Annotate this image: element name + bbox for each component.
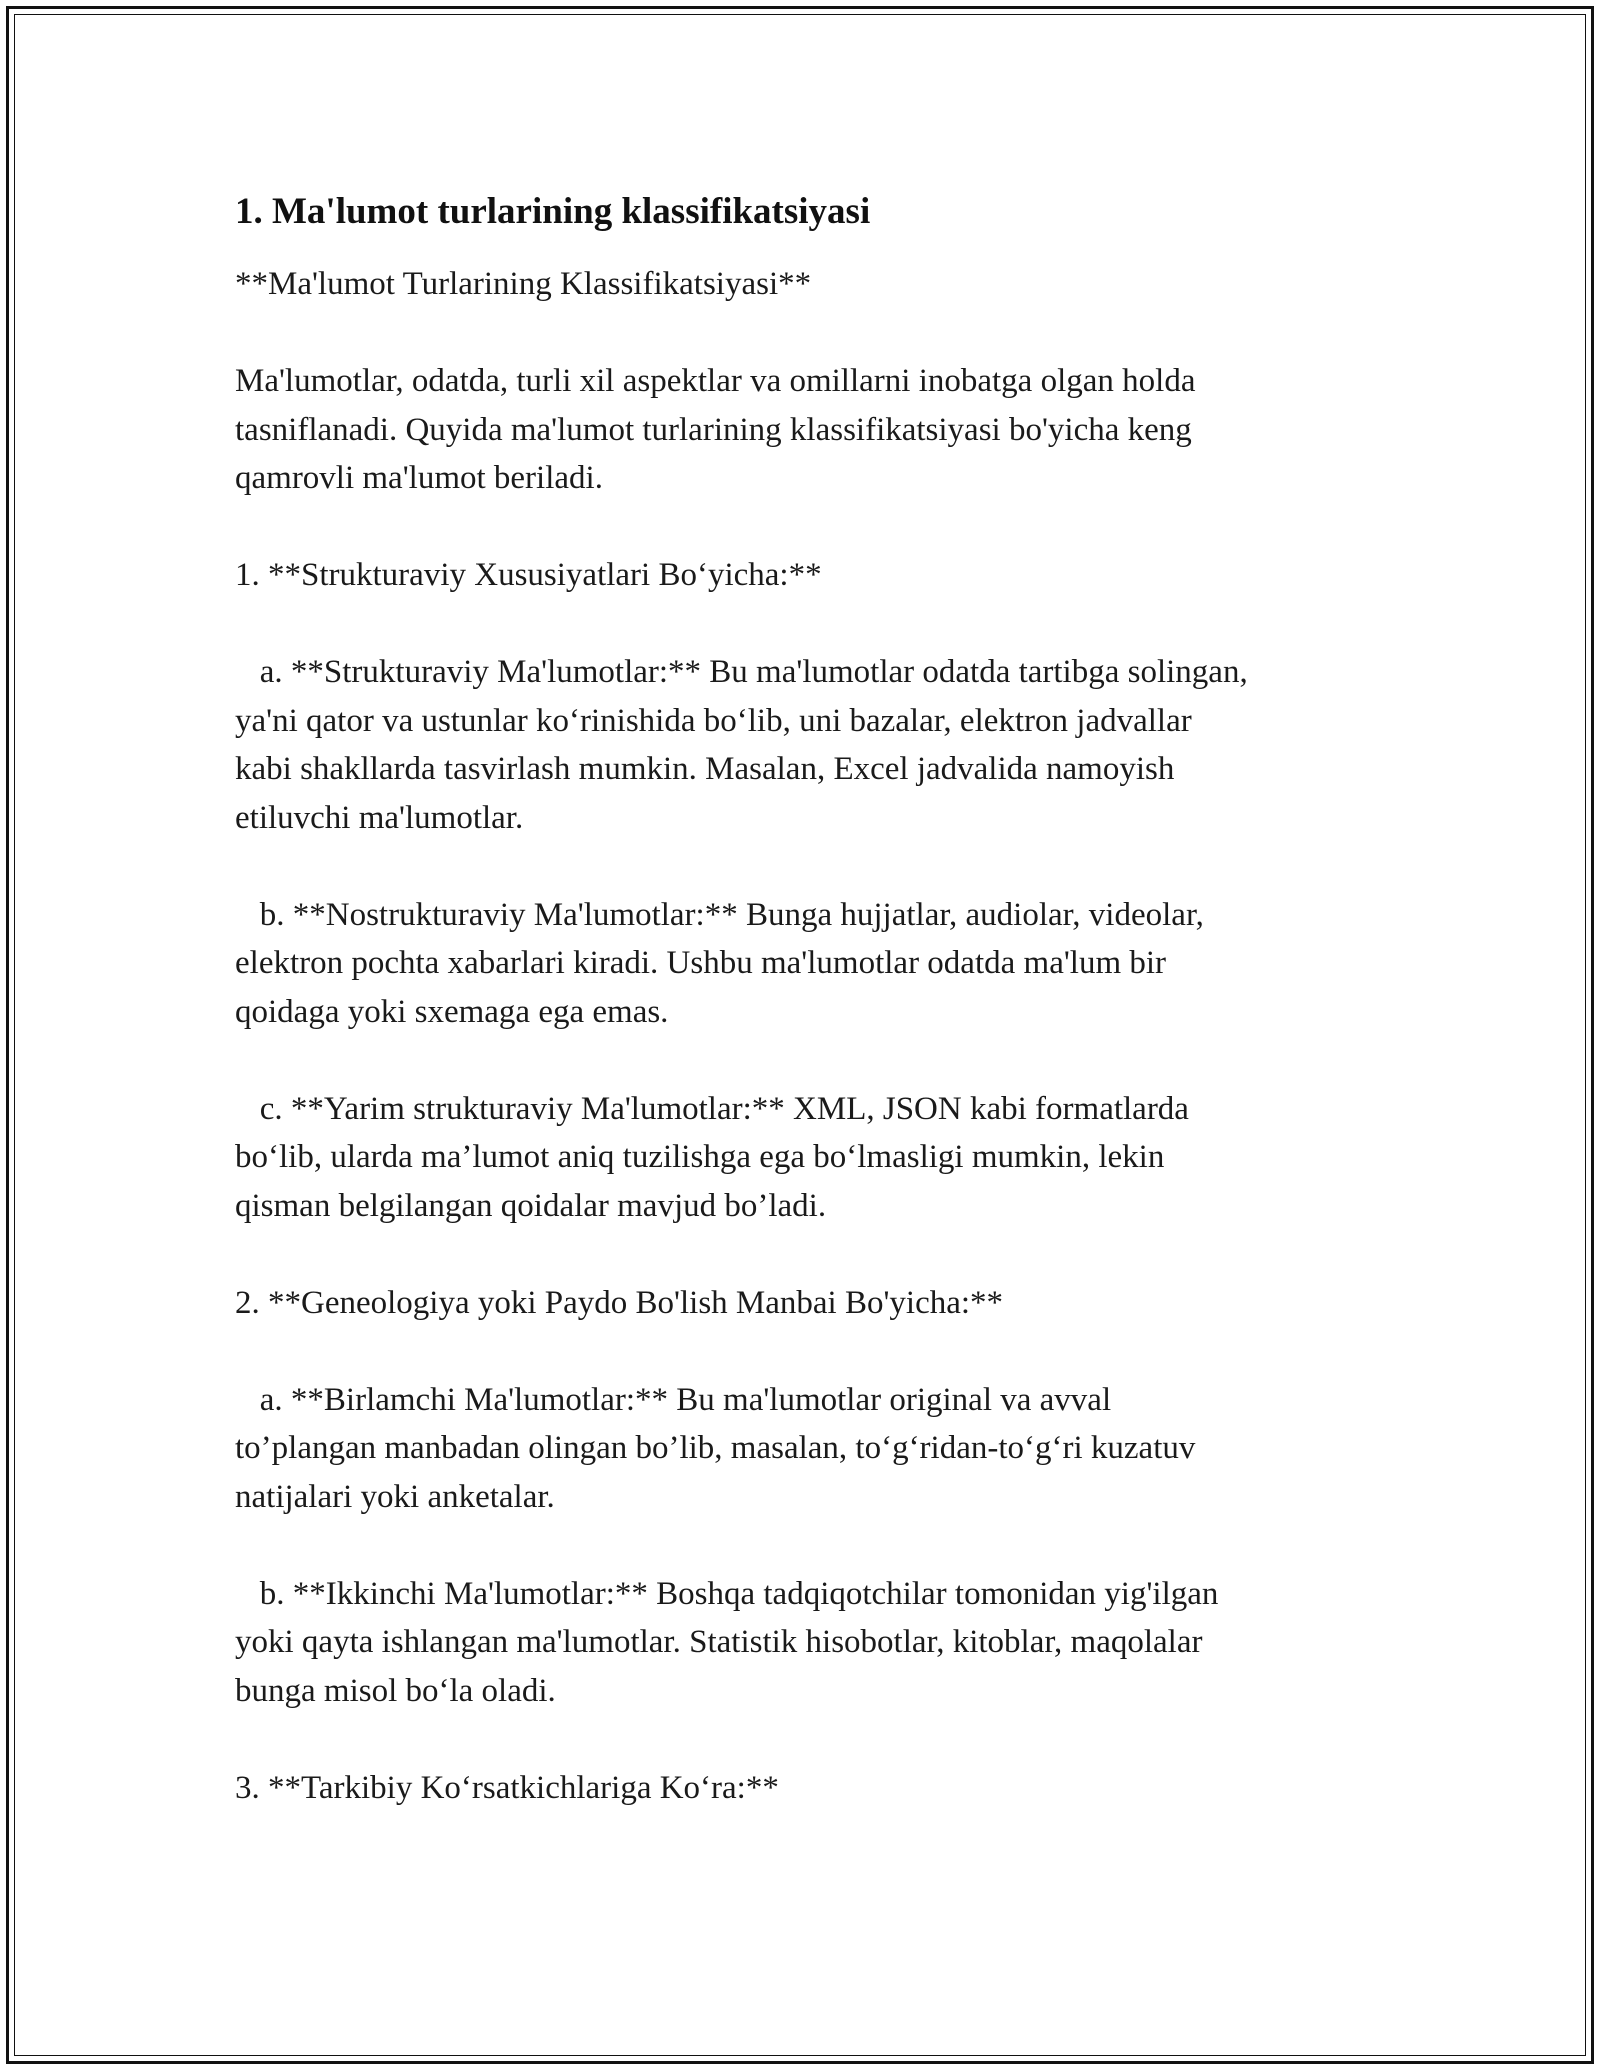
document-body (235, 188, 1395, 1812)
list-item-1a: a. **Strukturaviy Ma'lumotlar:** Bu ma'lumotlar odatda tartibga solingan, ya'ni qator va ustunlar ko‘rinishida bo‘lib, uni bazalar, elektron jadvallar kabi shakllarda tasvirlash mumkin. Masalan, Excel jadvalida namoyish etiluvchi ma'lumotlar. (235, 654, 1248, 836)
document-title: 1. Ma'lumot turlarining klassifikatsiyasi (235, 191, 871, 232)
list-item-1c: c. **Yarim strukturaviy Ma'lumotlar:** XML, JSON kabi formatlarda bo‘lib, ularda ma’lumot aniq tuzilishga ega bo‘lmasligi mumkin, lekin qisman belgilangan qoidalar mavjud bo’ladi. (235, 1090, 1189, 1224)
section-heading-1: 1. **Strukturaviy Xususiyatlari Bo‘yicha:** (235, 557, 822, 593)
list-item-2a: a. **Birlamchi Ma'lumotlar:** Bu ma'lumotlar original va avval to’plangan manbadan olingan bo’lib, masalan, to‘g‘ridan-to‘g‘ri kuzatuv natijalari yoki anketalar. (235, 1381, 1196, 1515)
list-item-1b: b. **Nostrukturaviy Ma'lumotlar:** Bunga hujjatlar, audiolar, videolar, elektron pochta xabarlari kiradi. Ushbu ma'lumotlar odatda ma'lum bir qoidaga yoki sxemaga ega emas. (235, 896, 1204, 1030)
document-subtitle: **Ma'lumot Turlarining Klassifikatsiyasi** (235, 266, 812, 302)
intro-paragraph: Ma'lumotlar, odatda, turli xil aspektlar va omillarni inobatga olgan holda tasniflanadi. Quyida ma'lumot turlarining klassifikatsiyasi bo'yicha keng qamrovli ma'lumot beriladi. (235, 363, 1196, 496)
section-heading-2: 2. **Geneologiya yoki Paydo Bo'lish Manbai Bo'yicha:** (235, 1284, 1004, 1321)
section-heading-3: 3. **Tarkibiy Ko‘rsatkichlariga Ko‘ra:** (235, 1769, 779, 1806)
list-item-2b: b. **Ikkinchi Ma'lumotlar:** Boshqa tadqiqotchilar tomonidan yig'ilgan yoki qayta ishlangan ma'lumotlar. Statistik hisobotlar, kitoblar, maqolalar bunga misol bo‘la oladi. (235, 1575, 1219, 1709)
